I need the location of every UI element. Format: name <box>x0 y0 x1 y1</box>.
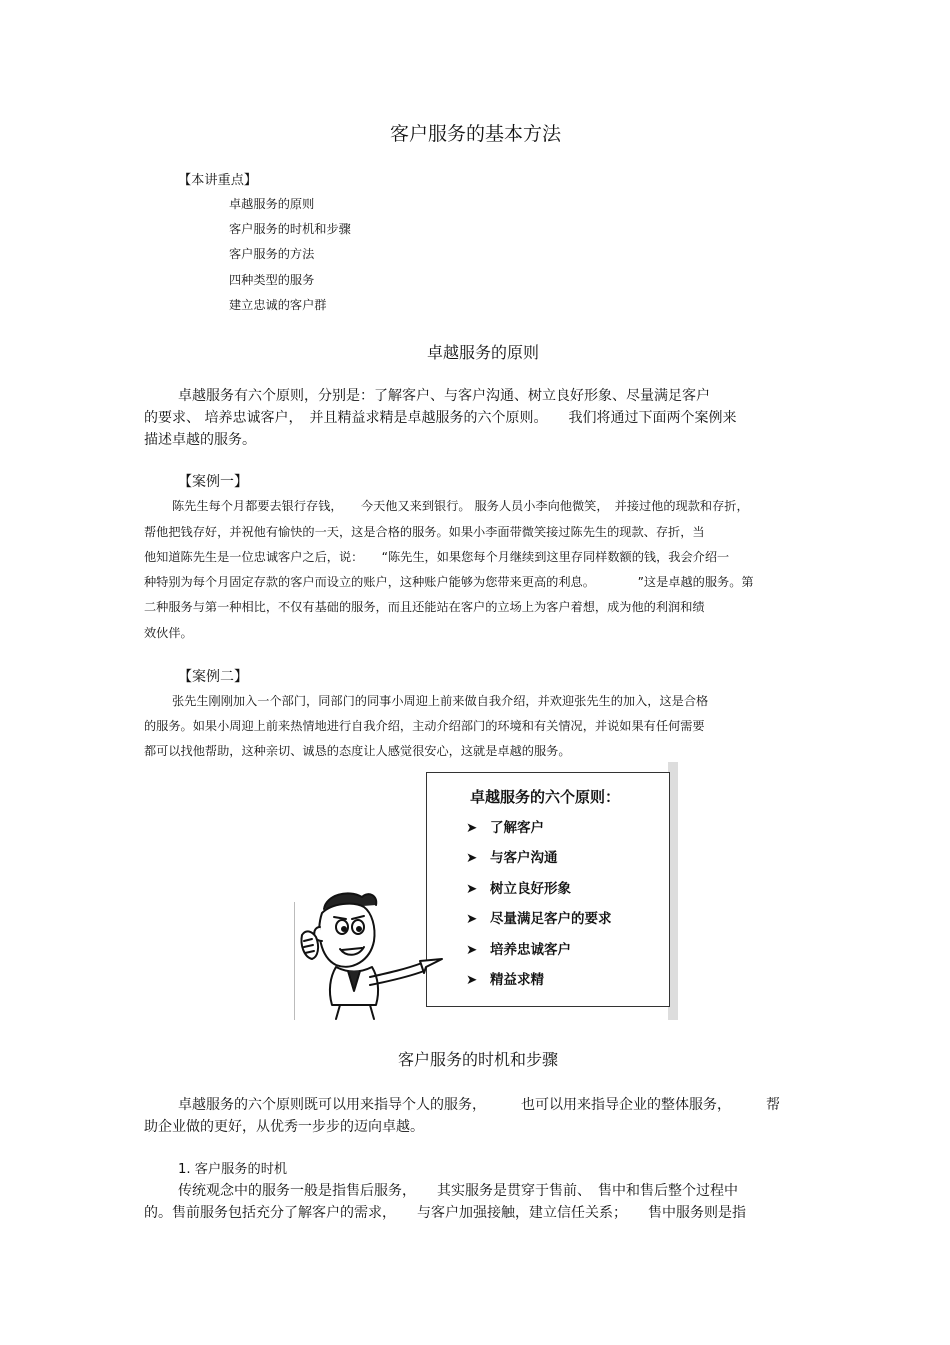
paragraph-line: 助企业做的更好，从优秀一步步的迈向卓越。 <box>144 1119 424 1135</box>
case-heading: 【案例二】 <box>178 669 248 685</box>
key-points-heading: 【本讲重点】 <box>178 173 258 188</box>
case-line: 都可以找他帮助，这种亲切、诚恳的态度让人感觉很安心，这就是卓越的服务。 <box>144 744 571 758</box>
case-line: 效伙伴。 <box>144 626 193 640</box>
section-heading: 卓越服务的原则 <box>427 343 540 362</box>
arrow-icon: ➤ <box>466 820 478 836</box>
principle-item <box>466 846 558 866</box>
key-point-item: 客户服务的方法 <box>229 247 315 261</box>
case-line: 张先生刚刚加入一个部门，同部门的同事小周迎上前来做自我介绍，并欢迎张先生的加入，这是合格 <box>172 694 709 708</box>
paragraph-line: 的。售前服务包括充分了解客户的需求， 与客户加强接触，建立信任关系； 售中服务则是指 <box>144 1205 746 1221</box>
paragraph-line: 描述卓越的服务。 <box>144 432 256 448</box>
figure-divider <box>294 902 295 1020</box>
key-point-item: 四种类型的服务 <box>229 273 315 287</box>
paragraph-line: 卓越服务的六个原则既可以用来指导个人的服务， 也可以用来指导企业的整体服务， 帮 <box>178 1097 780 1113</box>
principle-label: 培养忠诚客户 <box>490 942 571 958</box>
arrow-icon: ➤ <box>466 850 478 866</box>
principle-item <box>466 816 544 836</box>
arrow-icon: ➤ <box>466 881 478 897</box>
case-line: 种特别为每个月固定存款的客户而设立的账户，这种账户能够为您带来更高的利息。 ”这是卓越的服务。第 <box>144 575 754 589</box>
key-point-item: 建立忠诚的客户群 <box>229 298 327 312</box>
case-heading: 【案例一】 <box>178 474 248 490</box>
case-line: 帮他把钱存好，并祝他有愉快的一天，这是合格的服务。如果小李面带微笑接过陈先生的现款、存折，当 <box>144 525 705 539</box>
case-line: 二种服务与第一种相比，不仅有基础的服务，而且还能站在客户的立场上为客户着想，成为他的利润和绩 <box>144 600 705 614</box>
principle-label: 与客户沟通 <box>490 850 558 866</box>
case-line: 他知道陈先生是一位忠诚客户之后，说： “陈先生，如果您每个月继续到这里存同样数额的钱，我会介绍一 <box>144 550 730 564</box>
principle-label: 精益求精 <box>490 972 544 988</box>
paragraph-line: 传统观念中的服务一般是指售后服务， 其实服务是贯穿于售前、 售中和售后整个过程中 <box>178 1183 738 1199</box>
key-point-item: 卓越服务的原则 <box>229 197 315 211</box>
arrow-icon: ➤ <box>466 942 478 958</box>
key-point-item: 客户服务的时机和步骤 <box>229 222 351 236</box>
principle-label: 树立良好形象 <box>490 881 571 897</box>
arrow-icon: ➤ <box>466 911 478 927</box>
principle-label: 了解客户 <box>490 820 544 836</box>
principle-item <box>466 877 571 897</box>
sub-heading: 1. 客户服务的时机 <box>178 1162 288 1177</box>
cartoon-presenter-illustration <box>296 887 446 1022</box>
arrow-icon: ➤ <box>466 972 478 988</box>
page-title: 客户服务的基本方法 <box>390 123 562 145</box>
paragraph-line: 的要求、 培养忠诚客户， 并且精益求精是卓越服务的六个原则。 我们将通过下面两个案例来 <box>144 410 737 426</box>
principle-item <box>466 968 544 988</box>
figure-title: 卓越服务的六个原则： <box>470 788 621 806</box>
case-line: 陈先生每个月都要去银行存钱， 今天他又来到银行。 服务人员小李向他微笑， 并接过他的现款和存折， <box>172 499 749 513</box>
principle-label: 尽量满足客户的要求 <box>490 911 612 927</box>
principle-item <box>466 907 612 927</box>
principles-figure <box>294 762 686 1022</box>
case-line: 的服务。如果小周迎上前来热情地进行自我介绍，主动介绍部门的环境和有关情况，并说如果有任何需要 <box>144 719 705 733</box>
section-heading: 客户服务的时机和步骤 <box>398 1050 559 1069</box>
paragraph-line: 卓越服务有六个原则，分别是：了解客户、与客户沟通、树立良好形象、尽量满足客户 <box>178 388 710 404</box>
principle-item <box>466 938 571 958</box>
